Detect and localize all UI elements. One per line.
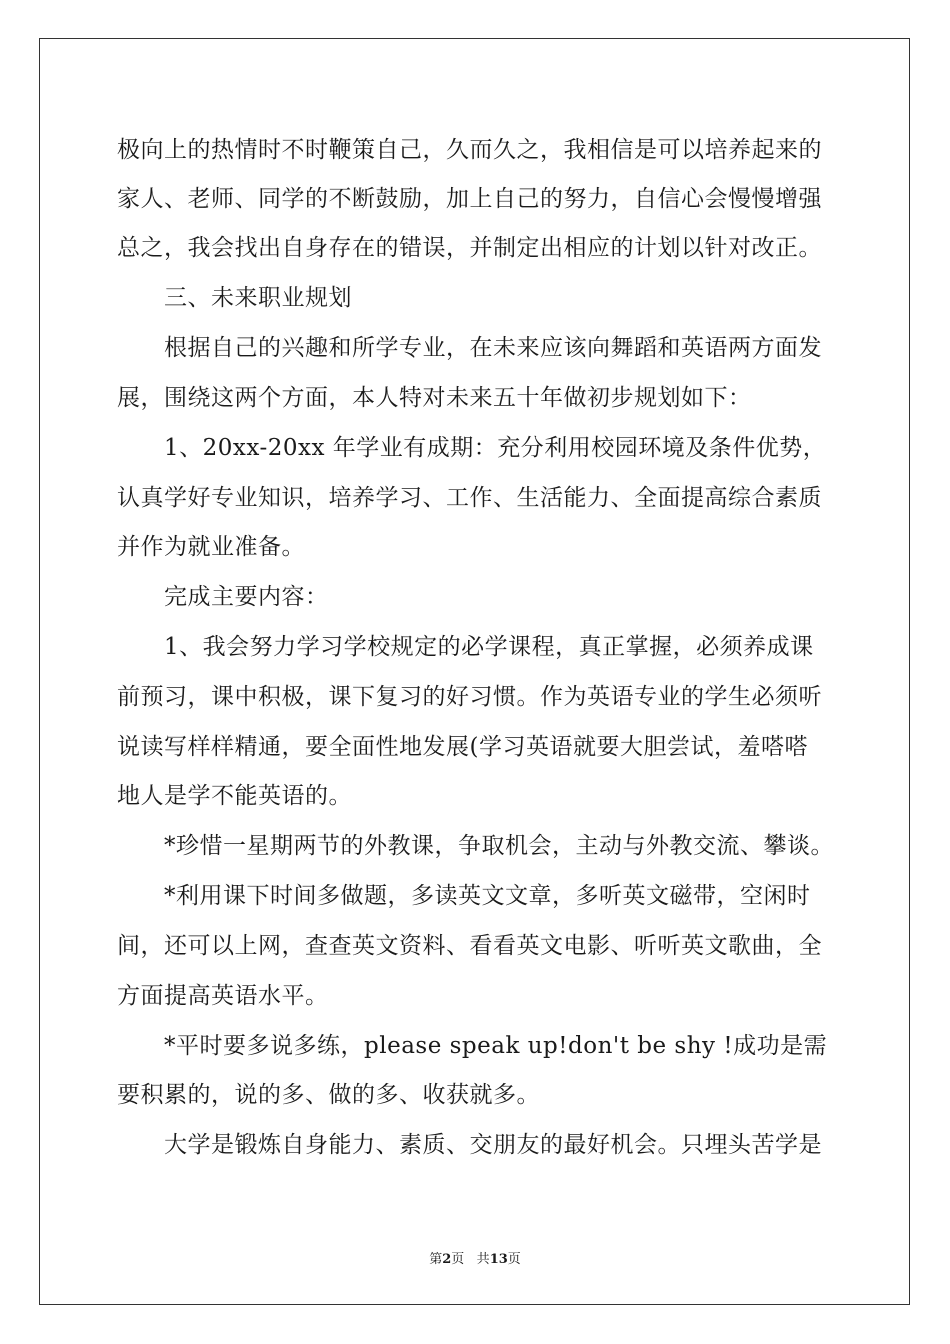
text-line: 要积累的，说的多、做的多、收获就多。 — [117, 1082, 540, 1108]
text-line: 并作为就业准备。 — [117, 534, 305, 560]
page-number: 2 — [442, 1252, 452, 1267]
text-line: *利用课下时间多做题，多读英文文章，多听英文磁带，空闲时 — [164, 883, 811, 909]
total-pages: 13 — [489, 1252, 508, 1267]
footer-total-suffix: 页 — [507, 1252, 521, 1267]
text-line: 极向上的热情时不时鞭策自己，久而久之，我相信是可以培养起来的 — [117, 137, 822, 163]
text-line: 大学是锻炼自身能力、素质、交朋友的最好机会。只埋头苦学是 — [164, 1132, 822, 1158]
text-line: 方面提高英语水平。 — [117, 983, 329, 1009]
text-line: 说读写样样精通，要全面性地发展(学习英语就要大胆尝试，羞嗒嗒 — [117, 734, 808, 760]
text-line: *珍惜一星期两节的外教课，争取机会，主动与外教交流、攀谈。 — [164, 833, 834, 859]
page-footer — [0, 1248, 950, 1267]
footer-page-suffix: 页 — [451, 1252, 465, 1267]
text-line: 1、20xx-20xx 年学业有成期：充分利用校园环境及条件优势， — [164, 435, 827, 461]
footer-total-prefix: 共 — [476, 1252, 490, 1267]
text-line: 家人、老师、同学的不断鼓励，加上自己的努力，自信心会慢慢增强 — [117, 186, 822, 212]
page-border — [39, 38, 910, 1305]
text-line: 总之，我会找出自身存在的错误，并制定出相应的计划以针对改正。 — [117, 235, 822, 261]
text-line: 间，还可以上网，查查英文资料、看看英文电影、听听英文歌曲，全 — [117, 933, 822, 959]
text-line: 根据自己的兴趣和所学专业，在未来应该向舞蹈和英语两方面发 — [164, 335, 822, 361]
text-line: 地人是学不能英语的。 — [117, 783, 352, 809]
text-line: *平时要多说多练，please speak up!don't be shy !成功是需 — [164, 1033, 828, 1059]
text-line: 展，围绕这两个方面，本人特对未来五十年做初步规划如下： — [117, 385, 752, 411]
text-line: 前预习，课中积极，课下复习的好习惯。作为英语专业的学生必须听 — [117, 684, 822, 710]
text-line: 完成主要内容： — [164, 584, 329, 610]
footer-prefix: 第 — [429, 1252, 443, 1267]
text-line: 认真学好专业知识，培养学习、工作、生活能力、全面提高综合素质 — [117, 485, 822, 511]
section-heading: 三、未来职业规划 — [164, 285, 352, 311]
text-line: 1、我会努力学习学校规定的必学课程，真正掌握，必须养成课 — [164, 634, 814, 660]
